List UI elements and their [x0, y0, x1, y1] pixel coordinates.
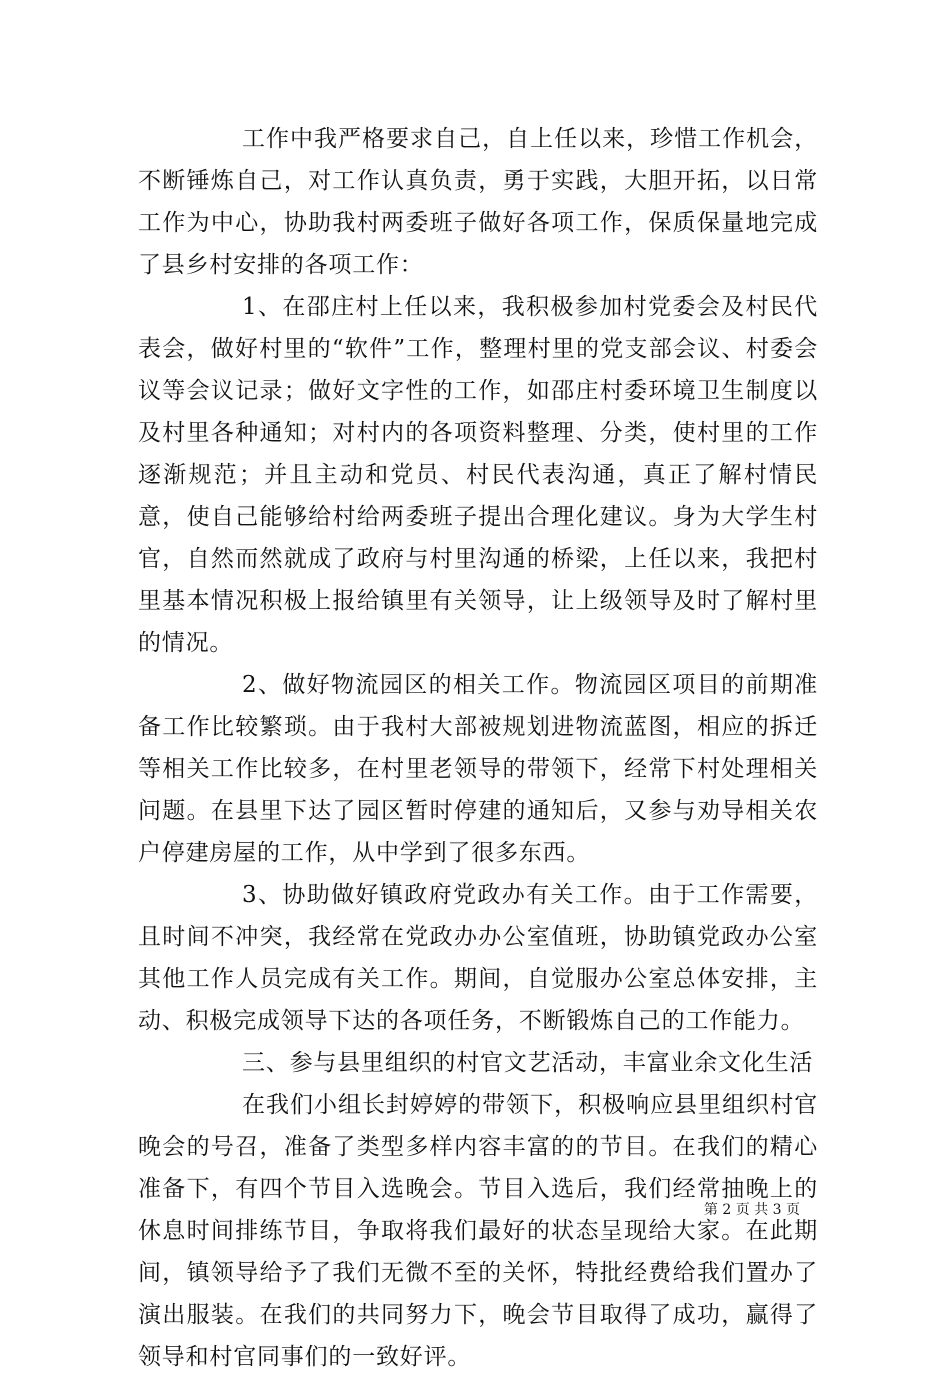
paragraph-item-2: 2、做好物流园区的相关工作。物流园区项目的前期准备工作比较繁琐。由于我村大部被规划进物流蓝图，相应的拆迁等相关工作比较多，在村里老领导的带领下，经常下村处理相关问题。在县里下达了园区暂时停建的通知后，又参与劝导相关农户停建房屋的工作，从中学到了很多东西。	[138, 672, 818, 866]
paragraph-item-3: 3、协助做好镇政府党政办有关工作。由于工作需要，且时间不冲突，我经常在党政办办公室值班，协助镇党政办公室其他工作人员完成有关工作。期间，自觉服办公室总体安排，主动、积极完成领导下达的各项任务，不断锻炼自己的工作能力。	[138, 882, 818, 1034]
section-heading-3: 三、参与县里组织的村官文艺活动，丰富业余文化生活	[242, 1050, 814, 1076]
page-number: 第 2 页 共 3 页	[703, 1202, 800, 1218]
paragraph-work-summary: 工作中我严格要求自己，自上任以来，珍惜工作机会，不断锤炼自己，对工作认真负责，勇于实践，大胆开拓，以日常工作为中心，协助我村两委班子做好各项工作，保质保量地完成了县乡村安排的各项工作：	[138, 126, 818, 278]
paragraph-item-1: 1、在邵庄村上任以来，我积极参加村党委会及村民代表会，做好村里的“软件”工作，整理村里的党支部会议、村委会议等会议记录；做好文字性的工作，如邵庄村委环境卫生制度以及村里各种通知；对村内的各项资料整理、分类，使村里的工作逐渐规范；并且主动和党员、村民代表沟通，真正了解村情民意，使自己能够给村给两委班子提出合理化建议。身为大学生村官，自然而然就成了政府与村里沟通的桥梁，上任以来，我把村里基本情况积极上报给镇里有关领导，让上级领导及时了解村里的情况。	[138, 294, 818, 656]
document-body	[138, 118, 818, 1378]
paragraph-cultural-activity: 在我们小组长封婷婷的带领下，积极响应县里组织村官晚会的号召，准备了类型多样内容丰富的的节目。在我们的精心准备下，有四个节目入选晚会。节目入选后，我们经常抽晚上的休息时间排练节目，争取将我们最好的状态呈现给大家。在此期间，镇领导给予了我们无微不至的关怀，特批经费给我们置办了演出服装。在我们的共同努力下，晚会节目取得了成功，赢得了领导和村官同事们的一致好评。	[138, 1092, 818, 1370]
